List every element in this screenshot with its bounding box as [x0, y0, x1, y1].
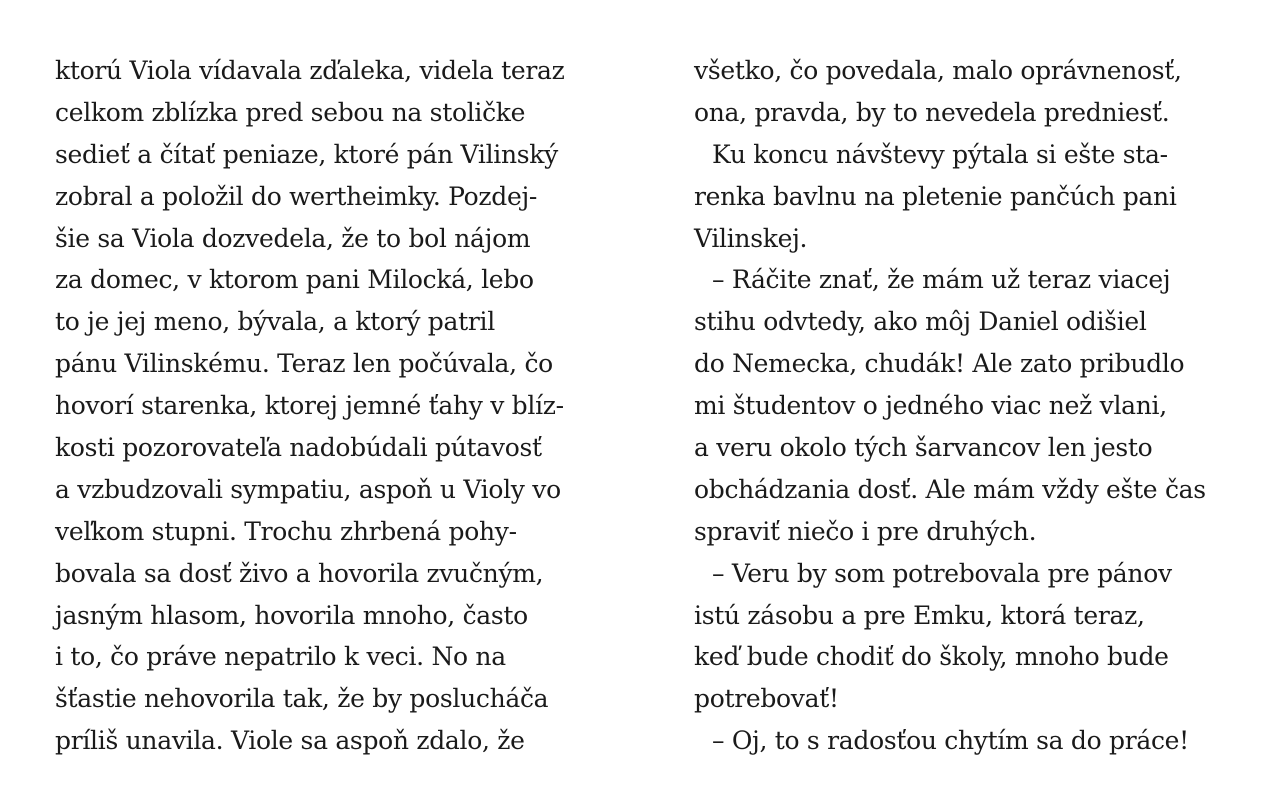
text-line: všetko, čo povedala, malo oprávnenosť,: [694, 56, 1182, 85]
text-line: istú zásobu a pre Emku, ktorá teraz,: [694, 600, 1145, 630]
text-line: stihu odvtedy, ako môj Daniel odišiel: [694, 307, 1147, 337]
dialogue-line: – Ráčite znať, že mám už teraz viacej: [712, 265, 1171, 295]
text-line: keď bude chodiť do školy, mnoho bude: [694, 642, 1169, 672]
text-line: šie sa Viola dozvedela, že to bol nájom: [55, 223, 531, 253]
text-line: bovala sa dosť živo a hovorila zvučným,: [55, 558, 544, 588]
text-line: i to, čo práve nepatrilo k veci. No na: [55, 642, 506, 672]
text-line: renka bavlnu na pletenie pančúch pani: [694, 181, 1177, 211]
text-line: pánu Vilinskému. Teraz len počúvala, čo: [55, 349, 553, 379]
left-page: [55, 50, 615, 762]
text-line: veľkom stupni. Trochu zhrbená pohy-: [55, 516, 517, 546]
text-line: a vzbudzovali sympatiu, aspoň u Violy vo: [55, 474, 561, 504]
text-line: šťastie nehovorila tak, že by poslucháča: [55, 684, 549, 714]
text-line: to je jej meno, bývala, a ktorý patril: [55, 307, 495, 337]
text-line: hovorí starenka, ktorej jemné ťahy v blíz-: [55, 391, 564, 421]
text-line: kosti pozorovateľa nadobúdali pútavosť: [55, 433, 542, 463]
text-line: celkom zblízka pred sebou na stoličke: [55, 97, 526, 127]
text-line: sedieť a čítať peniaze, ktoré pán Vilinský: [55, 139, 558, 169]
paragraph-start-line: Ku koncu návštevy pýtala si ešte sta-: [712, 139, 1168, 169]
text-line: jasným hlasom, hovorila mnoho, často: [55, 600, 528, 630]
text-line: ktorú Viola vídavala zďaleka, videla teraz: [55, 56, 565, 85]
dialogue-line: – Veru by som potrebovala pre pánov: [712, 558, 1172, 588]
text-line: do Nemecka, chudák! Ale zato pribudlo: [694, 349, 1185, 379]
text-line: príliš unavila. Viole sa aspoň zdalo, že: [55, 726, 525, 756]
text-line: zobral a položil do wertheimky. Pozdej-: [55, 181, 538, 211]
text-line: mi študentov o jedného viac než vlani,: [694, 391, 1167, 421]
right-page: [694, 50, 1254, 762]
text-line: obchádzania dosť. Ale mám vždy ešte čas: [694, 474, 1206, 504]
text-line: ona, pravda, by to nevedela predniesť.: [694, 97, 1170, 127]
text-line: potrebovať!: [694, 684, 839, 714]
text-line: spraviť niečo i pre druhých.: [694, 516, 1037, 546]
text-line: a veru okolo tých šarvancov len jesto: [694, 433, 1153, 463]
dialogue-line: – Oj, to s radosťou chytím sa do práce!: [712, 726, 1189, 756]
text-line: za domec, v ktorom pani Milocká, lebo: [55, 265, 534, 295]
text-line: Vilinskej.: [694, 223, 808, 253]
